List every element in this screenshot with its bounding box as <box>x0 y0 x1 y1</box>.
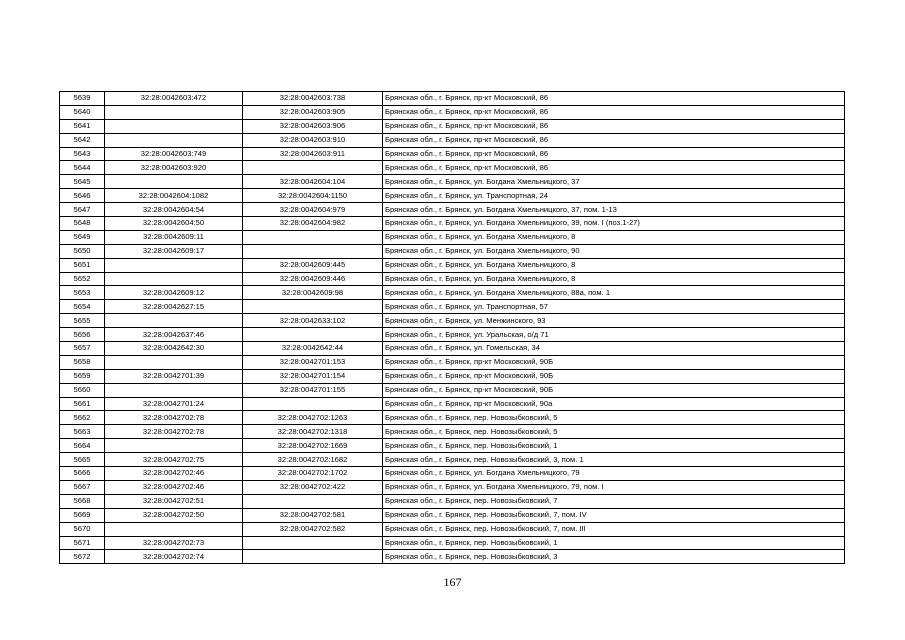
table-row <box>60 258 845 272</box>
building-cadastral-number-cell <box>243 230 383 244</box>
row-number-cell: 5641 <box>60 119 105 133</box>
parcel-cadastral-number-cell: 32:28:0042701:39 <box>105 369 243 383</box>
row-number-cell: 5663 <box>60 425 105 439</box>
building-cadastral-number-cell <box>243 536 383 550</box>
building-cadastral-number-cell <box>243 244 383 258</box>
table-row <box>60 119 845 133</box>
table-row <box>60 161 845 175</box>
address-cell: Брянская обл., г. Брянск, пер. Новозыбковский, 3, пом. 1 <box>383 453 845 467</box>
parcel-cadastral-number-cell: 32:28:0042702:46 <box>105 480 243 494</box>
table-row <box>60 453 845 467</box>
address-cell: Брянская обл., г. Брянск, ул. Менжинского, 93 <box>383 314 845 328</box>
row-number-cell: 5648 <box>60 217 105 231</box>
table-row <box>60 133 845 147</box>
table-row <box>60 467 845 481</box>
table-row <box>60 314 845 328</box>
building-cadastral-number-cell: 32:28:0042603:738 <box>243 92 383 106</box>
row-number-cell: 5644 <box>60 161 105 175</box>
table-row <box>60 203 845 217</box>
row-number-cell: 5671 <box>60 536 105 550</box>
address-cell: Брянская обл., г. Брянск, пр-кт Московский, 86 <box>383 161 845 175</box>
address-cell: Брянская обл., г. Брянск, ул. Богдана Хмельницкого, 39, пом. I (поз.1-27) <box>383 217 845 231</box>
building-cadastral-number-cell: 32:28:0042609:445 <box>243 258 383 272</box>
row-number-cell: 5646 <box>60 189 105 203</box>
row-number-cell: 5655 <box>60 314 105 328</box>
property-register-table <box>59 91 845 564</box>
row-number-cell: 5666 <box>60 467 105 481</box>
address-cell: Брянская обл., г. Брянск, пер. Новозыбковский, 7 <box>383 494 845 508</box>
parcel-cadastral-number-cell: 32:28:0042702:51 <box>105 494 243 508</box>
parcel-cadastral-number-cell: 32:28:0042609:11 <box>105 230 243 244</box>
address-cell: Брянская обл., г. Брянск, ул. Богдана Хмельницкого, 8 <box>383 230 845 244</box>
register-table-body <box>60 92 845 564</box>
address-cell: Брянская обл., г. Брянск, пр-кт Московский, 86 <box>383 133 845 147</box>
address-cell: Брянская обл., г. Брянск, пер. Новозыбковский, 7, пом. IV <box>383 508 845 522</box>
parcel-cadastral-number-cell <box>105 175 243 189</box>
parcel-cadastral-number-cell <box>105 439 243 453</box>
address-cell: Брянская обл., г. Брянск, пр-кт Московский, 90Б <box>383 383 845 397</box>
row-number-cell: 5670 <box>60 522 105 536</box>
parcel-cadastral-number-cell: 32:28:0042701:24 <box>105 397 243 411</box>
address-cell: Брянская обл., г. Брянск, пер. Новозыбковский, 7, пом. III <box>383 522 845 536</box>
parcel-cadastral-number-cell: 32:28:0042702:73 <box>105 536 243 550</box>
building-cadastral-number-cell: 32:28:0042701:155 <box>243 383 383 397</box>
table-row <box>60 494 845 508</box>
row-number-cell: 5649 <box>60 230 105 244</box>
building-cadastral-number-cell: 32:28:0042702:422 <box>243 480 383 494</box>
row-number-cell: 5672 <box>60 550 105 564</box>
parcel-cadastral-number-cell: 32:28:0042702:74 <box>105 550 243 564</box>
row-number-cell: 5639 <box>60 92 105 106</box>
building-cadastral-number-cell: 32:28:0042702:1669 <box>243 439 383 453</box>
parcel-cadastral-number-cell: 32:28:0042604:1082 <box>105 189 243 203</box>
row-number-cell: 5653 <box>60 286 105 300</box>
building-cadastral-number-cell: 32:28:0042633:102 <box>243 314 383 328</box>
row-number-cell: 5656 <box>60 328 105 342</box>
parcel-cadastral-number-cell: 32:28:0042702:46 <box>105 467 243 481</box>
table-row <box>60 411 845 425</box>
parcel-cadastral-number-cell <box>105 258 243 272</box>
building-cadastral-number-cell: 32:28:0042702:582 <box>243 522 383 536</box>
building-cadastral-number-cell <box>243 397 383 411</box>
address-cell: Брянская обл., г. Брянск, ул. Транспортная, 57 <box>383 300 845 314</box>
table-row <box>60 550 845 564</box>
row-number-cell: 5651 <box>60 258 105 272</box>
building-cadastral-number-cell: 32:28:0042603:905 <box>243 105 383 119</box>
building-cadastral-number-cell <box>243 328 383 342</box>
address-cell: Брянская обл., г. Брянск, пр-кт Московский, 90Б <box>383 355 845 369</box>
parcel-cadastral-number-cell: 32:28:0042627:15 <box>105 300 243 314</box>
parcel-cadastral-number-cell <box>105 133 243 147</box>
building-cadastral-number-cell: 32:28:0042604:979 <box>243 203 383 217</box>
building-cadastral-number-cell: 32:28:0042604:1150 <box>243 189 383 203</box>
table-row <box>60 383 845 397</box>
table-row <box>60 369 845 383</box>
building-cadastral-number-cell: 32:28:0042609:98 <box>243 286 383 300</box>
table-row <box>60 508 845 522</box>
building-cadastral-number-cell: 32:28:0042702:1318 <box>243 425 383 439</box>
row-number-cell: 5650 <box>60 244 105 258</box>
address-cell: Брянская обл., г. Брянск, ул. Богдана Хмельницкого, 37 <box>383 175 845 189</box>
building-cadastral-number-cell: 32:28:0042603:910 <box>243 133 383 147</box>
building-cadastral-number-cell: 32:28:0042604:104 <box>243 175 383 189</box>
building-cadastral-number-cell: 32:28:0042702:1263 <box>243 411 383 425</box>
table-row <box>60 105 845 119</box>
table-row <box>60 397 845 411</box>
address-cell: Брянская обл., г. Брянск, пер. Новозыбковский, 1 <box>383 439 845 453</box>
row-number-cell: 5658 <box>60 355 105 369</box>
address-cell: Брянская обл., г. Брянск, пр-кт Московский, 90а <box>383 397 845 411</box>
table-row <box>60 355 845 369</box>
building-cadastral-number-cell <box>243 494 383 508</box>
parcel-cadastral-number-cell: 32:28:0042637:46 <box>105 328 243 342</box>
table-row <box>60 92 845 106</box>
parcel-cadastral-number-cell: 32:28:0042702:50 <box>105 508 243 522</box>
table-row <box>60 175 845 189</box>
building-cadastral-number-cell: 32:28:0042603:906 <box>243 119 383 133</box>
building-cadastral-number-cell: 32:28:0042604:982 <box>243 217 383 231</box>
parcel-cadastral-number-cell: 32:28:0042609:12 <box>105 286 243 300</box>
row-number-cell: 5654 <box>60 300 105 314</box>
address-cell: Брянская обл., г. Брянск, пер. Новозыбковский, 3 <box>383 550 845 564</box>
page-number: 167 <box>443 575 462 589</box>
address-cell: Брянская обл., г. Брянск, ул. Богдана Хмельницкого, 90 <box>383 244 845 258</box>
building-cadastral-number-cell: 32:28:0042702:581 <box>243 508 383 522</box>
parcel-cadastral-number-cell <box>105 105 243 119</box>
table-row <box>60 536 845 550</box>
row-number-cell: 5669 <box>60 508 105 522</box>
table-row <box>60 230 845 244</box>
parcel-cadastral-number-cell: 32:28:0042702:78 <box>105 425 243 439</box>
building-cadastral-number-cell: 32:28:0042701:153 <box>243 355 383 369</box>
row-number-cell: 5660 <box>60 383 105 397</box>
parcel-cadastral-number-cell <box>105 522 243 536</box>
address-cell: Брянская обл., г. Брянск, ул. Богдана Хмельницкого, 88а, пом. 1 <box>383 286 845 300</box>
row-number-cell: 5661 <box>60 397 105 411</box>
parcel-cadastral-number-cell <box>105 119 243 133</box>
parcel-cadastral-number-cell: 32:28:0042702:75 <box>105 453 243 467</box>
address-cell: Брянская обл., г. Брянск, ул. Уральская, о/д 71 <box>383 328 845 342</box>
row-number-cell: 5662 <box>60 411 105 425</box>
table-row <box>60 342 845 356</box>
address-cell: Брянская обл., г. Брянск, пр-кт Московский, 86 <box>383 92 845 106</box>
table-row <box>60 328 845 342</box>
address-cell: Брянская обл., г. Брянск, пр-кт Московский, 90Б <box>383 369 845 383</box>
building-cadastral-number-cell: 32:28:0042702:1702 <box>243 467 383 481</box>
row-number-cell: 5659 <box>60 369 105 383</box>
row-number-cell: 5640 <box>60 105 105 119</box>
building-cadastral-number-cell: 32:28:0042603:911 <box>243 147 383 161</box>
parcel-cadastral-number-cell <box>105 314 243 328</box>
building-cadastral-number-cell: 32:28:0042701:154 <box>243 369 383 383</box>
table-row <box>60 300 845 314</box>
address-cell: Брянская обл., г. Брянск, ул. Богдана Хмельницкого, 79 <box>383 467 845 481</box>
address-cell: Брянская обл., г. Брянск, пер. Новозыбковский, 5 <box>383 425 845 439</box>
row-number-cell: 5664 <box>60 439 105 453</box>
table-row <box>60 244 845 258</box>
row-number-cell: 5652 <box>60 272 105 286</box>
parcel-cadastral-number-cell: 32:28:0042702:78 <box>105 411 243 425</box>
address-cell: Брянская обл., г. Брянск, ул. Богдана Хмельницкого, 79, пом. I <box>383 480 845 494</box>
table-row <box>60 286 845 300</box>
row-number-cell: 5665 <box>60 453 105 467</box>
table-row <box>60 522 845 536</box>
building-cadastral-number-cell <box>243 161 383 175</box>
address-cell: Брянская обл., г. Брянск, ул. Богдана Хмельницкого, 37, пом. 1-13 <box>383 203 845 217</box>
building-cadastral-number-cell: 32:28:0042609:446 <box>243 272 383 286</box>
table-row <box>60 217 845 231</box>
address-cell: Брянская обл., г. Брянск, пр-кт Московский, 86 <box>383 147 845 161</box>
parcel-cadastral-number-cell: 32:28:0042604:50 <box>105 217 243 231</box>
parcel-cadastral-number-cell <box>105 355 243 369</box>
address-cell: Брянская обл., г. Брянск, ул. Гомельская, 34 <box>383 342 845 356</box>
row-number-cell: 5643 <box>60 147 105 161</box>
parcel-cadastral-number-cell: 32:28:0042603:472 <box>105 92 243 106</box>
table-row <box>60 480 845 494</box>
parcel-cadastral-number-cell <box>105 272 243 286</box>
building-cadastral-number-cell <box>243 550 383 564</box>
address-cell: Брянская обл., г. Брянск, пр-кт Московский, 86 <box>383 119 845 133</box>
row-number-cell: 5647 <box>60 203 105 217</box>
parcel-cadastral-number-cell: 32:28:0042604:54 <box>105 203 243 217</box>
address-cell: Брянская обл., г. Брянск, ул. Богдана Хмельницкого, 8 <box>383 272 845 286</box>
building-cadastral-number-cell: 32:28:0042702:1682 <box>243 453 383 467</box>
address-cell: Брянская обл., г. Брянск, пр-кт Московский, 86 <box>383 105 845 119</box>
row-number-cell: 5668 <box>60 494 105 508</box>
address-cell: Брянская обл., г. Брянск, пер. Новозыбковский, 5 <box>383 411 845 425</box>
building-cadastral-number-cell: 32:28:0042642:44 <box>243 342 383 356</box>
parcel-cadastral-number-cell: 32:28:0042603:920 <box>105 161 243 175</box>
parcel-cadastral-number-cell: 32:28:0042609:17 <box>105 244 243 258</box>
table-row <box>60 147 845 161</box>
parcel-cadastral-number-cell <box>105 383 243 397</box>
row-number-cell: 5667 <box>60 480 105 494</box>
address-cell: Брянская обл., г. Брянск, ул. Богдана Хмельницкого, 8 <box>383 258 845 272</box>
parcel-cadastral-number-cell: 32:28:0042642:30 <box>105 342 243 356</box>
table-row <box>60 189 845 203</box>
table-row <box>60 439 845 453</box>
table-row <box>60 272 845 286</box>
row-number-cell: 5642 <box>60 133 105 147</box>
address-cell: Брянская обл., г. Брянск, пер. Новозыбковский, 1 <box>383 536 845 550</box>
table-row <box>60 425 845 439</box>
parcel-cadastral-number-cell: 32:28:0042603:749 <box>105 147 243 161</box>
row-number-cell: 5657 <box>60 342 105 356</box>
address-cell: Брянская обл., г. Брянск, ул. Транспортная, 24 <box>383 189 845 203</box>
building-cadastral-number-cell <box>243 300 383 314</box>
row-number-cell: 5645 <box>60 175 105 189</box>
